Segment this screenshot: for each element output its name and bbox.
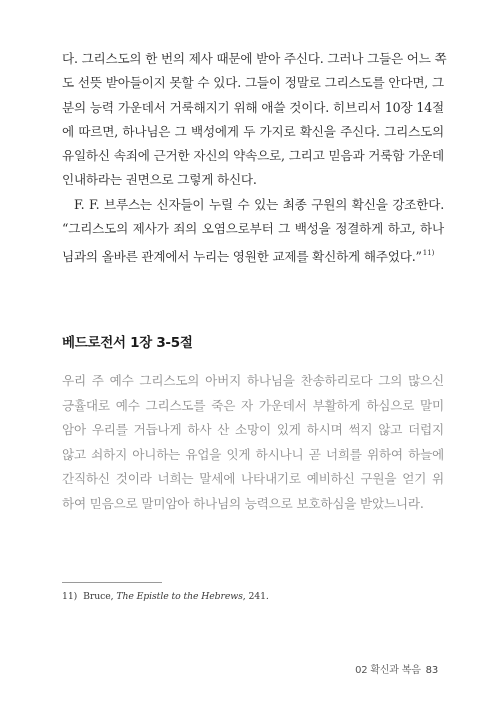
quote-line: 간직하신 것이라 너희는 말세에 나타내기로 예비하신 구원을 얻기 위 <box>62 471 444 487</box>
section-heading: 베드로전서 1장 3-5절 <box>62 335 193 351</box>
quote-line: 않고 쇠하지 아니하는 유업을 잇게 하시나니 곧 너희를 위하여 하늘에 <box>62 446 444 462</box>
footnote-author: Bruce, <box>83 591 114 602</box>
footnote-number: 11) <box>62 591 78 602</box>
quote-line: 우리 주 예수 그리스도의 아버지 하나님을 찬송하리로다 그의 많으신 <box>62 373 444 388</box>
quote-line: 암아 우리를 거듭나게 하사 산 소망이 있게 하시며 썩지 않고 더럽지 <box>62 422 444 438</box>
page-folio <box>355 661 438 676</box>
body-line: 유일하신 속죄에 근거한 자신의 약속으로, 그리고 믿음과 거룩함 가운데 <box>62 148 444 164</box>
footnote-reference: 11) <box>422 249 435 258</box>
footnote <box>62 591 269 602</box>
footnote-title: The Epistle to the Hebrews <box>116 591 243 602</box>
body-line-text: 님과의 올바른 관계에서 누리는 영원한 교제를 확신하게 해주었다.” <box>62 249 422 265</box>
page-number: 83 <box>425 665 438 676</box>
body-line: 인내하라는 권면으로 그렇게 하신다. <box>62 172 257 188</box>
footnote-divider <box>62 582 162 583</box>
body-line: “그리스도의 제사가 죄의 오염으로부터 그 백성을 정결하게 하고, 하나 <box>62 221 444 237</box>
body-text <box>62 47 447 270</box>
running-chapter-title: 02 확신과 복음 <box>355 665 421 676</box>
body-line: 도 선뜻 받아들이지 못할 수 있다. 그들이 정말로 그리스도를 안다면, 그 <box>62 75 444 91</box>
body-line: 에 따르면, 하나님은 그 백성에게 두 가지로 확신을 주신다. 그리스도의 <box>62 123 444 139</box>
body-line-with-footnote <box>62 241 444 269</box>
body-line: 다. 그리스도의 한 번의 제사 때문에 받아 주신다. 그러나 그들은 어느 쪽 <box>62 51 447 66</box>
scripture-quote <box>62 369 444 517</box>
body-line: F. F. 브루스는 신자들이 누릴 수 있는 최종 구원의 확신을 강조한다. <box>74 196 444 212</box>
footnote-page: , 241. <box>242 591 269 602</box>
quote-line: 긍휼대로 예수 그리스도를 죽은 자 가운데서 부활하게 하심으로 말미 <box>62 397 444 413</box>
quote-line: 하여 믿음으로 말미암아 하나님의 능력으로 보호하심을 받았느니라. <box>62 495 424 511</box>
body-line: 분의 능력 가운데서 거룩해지기 위해 애쓸 것이다. 히브리서 10장 14절 <box>62 99 444 115</box>
